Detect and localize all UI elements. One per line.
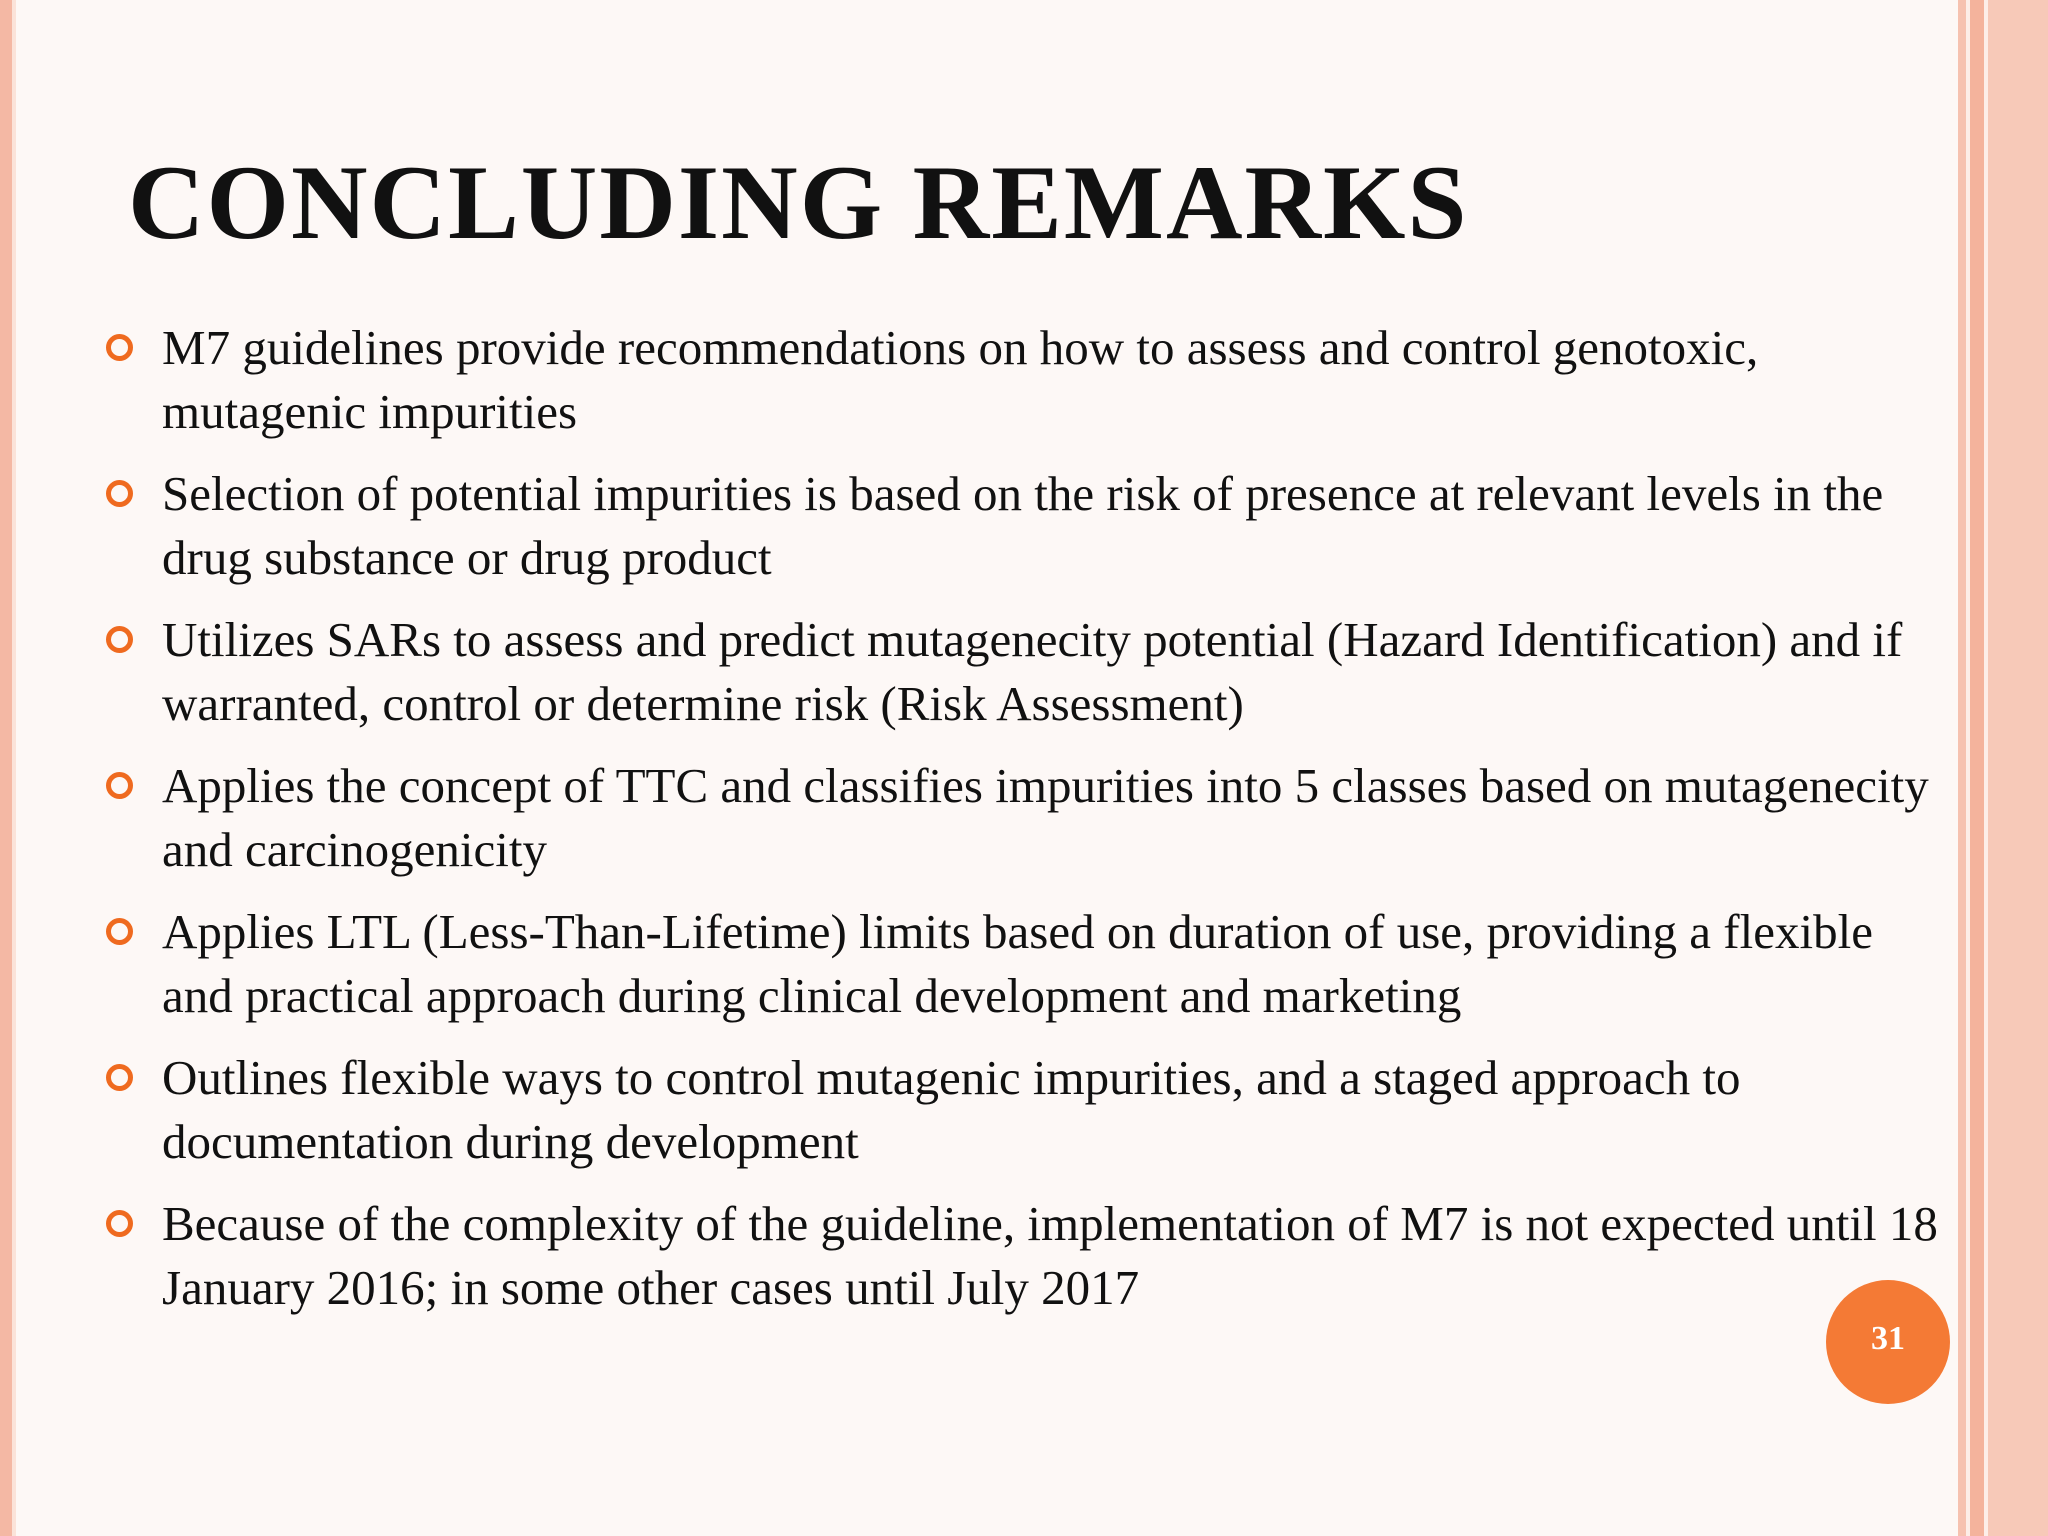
right-border-stripe	[1958, 0, 1966, 1536]
hollow-circle-bullet-icon	[106, 1064, 133, 1091]
slide-title: CONCLUDING REMARKS	[128, 144, 1469, 261]
hollow-circle-bullet-icon	[106, 334, 133, 361]
bullet-item	[100, 316, 1950, 444]
hollow-circle-bullet-icon	[106, 772, 133, 799]
hollow-circle-bullet-icon	[106, 1210, 133, 1237]
bullet-text: Outlines flexible ways to control mutagenic impurities, and a staged approach to documentation during development	[162, 1050, 1741, 1169]
bullet-text: Utilizes SARs to assess and predict mutagenecity potential (Hazard Identification) and if warranted, control or determine risk (Risk Assessment)	[162, 612, 1903, 731]
hollow-circle-bullet-icon	[106, 626, 133, 653]
hollow-circle-bullet-icon	[106, 918, 133, 945]
right-border-stripe	[1970, 0, 1984, 1536]
left-border-stripe-inner	[12, 0, 16, 1536]
bullet-list	[100, 316, 1950, 1338]
left-border-stripe	[0, 0, 12, 1536]
bullet-item	[100, 754, 1950, 882]
bullet-item	[100, 1046, 1950, 1174]
bullet-text: Applies the concept of TTC and classifies impurities into 5 classes based on mutagenecity and carcinogenicity	[162, 758, 1929, 877]
bullet-item	[100, 462, 1950, 590]
bullet-item	[100, 1192, 1950, 1320]
right-border-band	[1988, 0, 2048, 1536]
bullet-text: M7 guidelines provide recommendations on how to assess and control genotoxic, mutagenic impurities	[162, 320, 1759, 439]
hollow-circle-bullet-icon	[106, 480, 133, 507]
bullet-item	[100, 608, 1950, 736]
bullet-text: Because of the complexity of the guideline, implementation of M7 is not expected until 18 January 2016; in some other cases until July 2017	[162, 1196, 1938, 1315]
bullet-text: Applies LTL (Less-Than-Lifetime) limits based on duration of use, providing a flexible and practical approach during clinical development and marketing	[162, 904, 1873, 1023]
page-number-badge: 31	[1826, 1280, 1950, 1404]
bullet-text: Selection of potential impurities is based on the risk of presence at relevant levels in the drug substance or drug product	[162, 466, 1884, 585]
bullet-item	[100, 900, 1950, 1028]
